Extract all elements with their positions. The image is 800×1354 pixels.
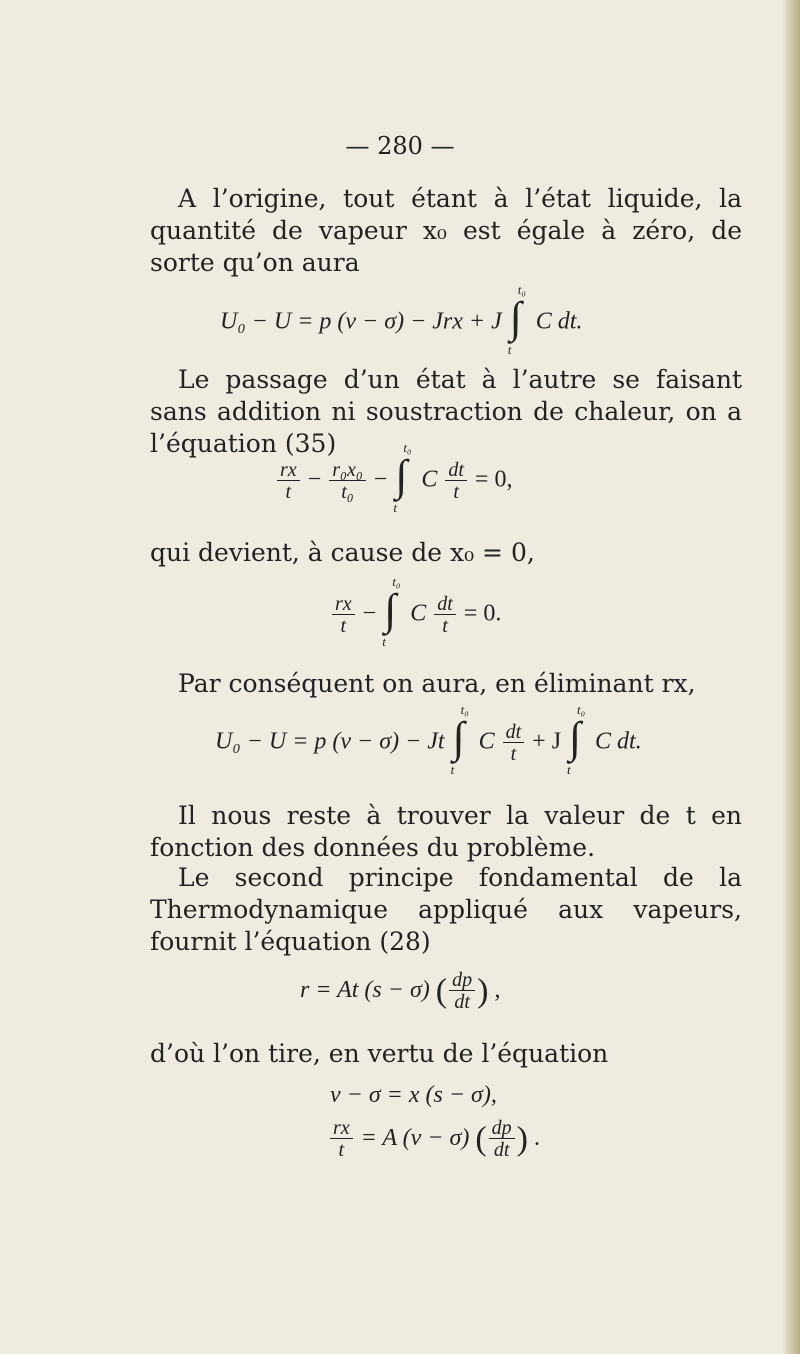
paragraph-4	[150, 668, 742, 700]
paragraph-text: Le passage d’un état à l’autre se faisant sans addition ni soustraction de chaleur, on a l’équation (35)	[150, 365, 742, 458]
equation-3: $\frac{rx}{t}$ − ∫ t₀ t C $\frac{dt}{t}$ = 0.	[330, 592, 501, 638]
paragraph-text: Par conséquent on aura, en éliminant rx,	[178, 669, 696, 698]
fraction: $\frac{\text{r₀x₀}}{\text{t₀}}$	[329, 460, 366, 503]
paragraph-text: Le second principe fondamental de la Thermodynamique appliqué aux vapeurs, fournit l’équation (28)	[150, 863, 742, 956]
fraction: $\frac{rx}{t}$	[277, 460, 300, 503]
equation-6: v − σ = x (s − σ),	[330, 1082, 497, 1108]
equation-7: $\frac{rx}{t}$ = A (v − σ) ( $\frac{dp}{dt}$ ) .	[328, 1118, 540, 1161]
fraction: $\frac{dt}{t}$	[445, 460, 467, 503]
fraction: $\frac{dp}{dt}$	[449, 970, 475, 1013]
fraction: $\frac{dt}{t}$	[503, 722, 525, 765]
paragraph-1	[150, 183, 742, 279]
paragraph-5	[150, 800, 742, 864]
paragraph-text: d’où l’on tire, en vertu de l’équation	[150, 1039, 609, 1068]
integral-sign: ∫ t₀ t	[507, 282, 526, 357]
page-number: — 280 —	[345, 132, 455, 160]
integral-sign: ∫ t₀ t	[450, 702, 469, 777]
paragraph-text: A l’origine, tout étant à l’état liquide, la quantité de vapeur x₀ est égale à zéro, de sorte qu’on aura	[150, 184, 742, 277]
fraction: $\frac{rx}{t}$	[330, 1118, 353, 1161]
equation-1	[220, 282, 583, 357]
equation-5: r = At (s − σ) ( $\frac{dp}{dt}$ ) ,	[300, 969, 501, 1013]
eq1-rhs: C dt.	[535, 308, 583, 335]
page-edge	[782, 0, 800, 1354]
paragraph-7	[150, 1038, 742, 1070]
fraction: $\frac{rx}{t}$	[332, 594, 355, 637]
paragraph-text: qui devient, à cause de x₀ = 0,	[150, 538, 535, 567]
integral-sign: ∫ t₀ t	[382, 574, 401, 649]
paragraph-2	[150, 364, 742, 460]
integral-sign: ∫ t₀ t	[567, 702, 586, 777]
paragraph-text: Il nous reste à trouver la valeur de t en fonction des données du problème.	[150, 801, 742, 862]
paragraph-3	[150, 537, 742, 569]
fraction: $\frac{dp}{dt}$	[489, 1118, 515, 1161]
equation-4: U₀ − U = p (v − σ) − Jt ∫ t₀ t C $\frac{dt}{t}$ + J ∫ t₀ t C dt.	[215, 702, 642, 777]
paragraph-6	[150, 862, 742, 958]
equation-2: $\frac{rx}{t}$ − $\frac{\text{r₀x₀}}{\text{t₀}}$ − ∫ t₀ t C $\frac{dt}{t}$ = 0,	[275, 458, 512, 504]
integral-sign: ∫ t₀ t	[393, 440, 412, 515]
eq1-lhs: U₀ − U = p (v − σ) − Jrx + J	[220, 308, 502, 335]
fraction: $\frac{dt}{t}$	[434, 594, 456, 637]
